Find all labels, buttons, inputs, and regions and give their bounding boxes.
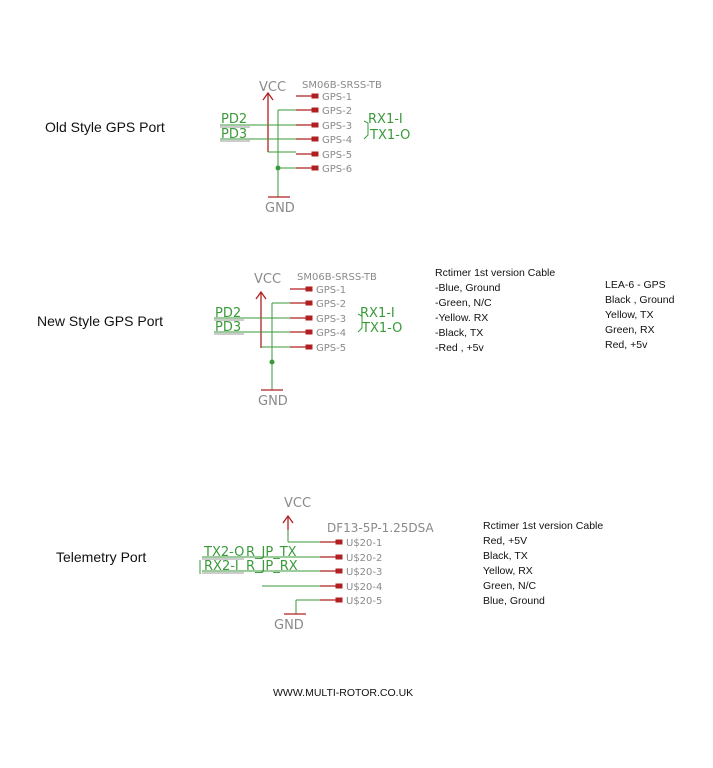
new-connector-name: SM06B-SRSS-TB: [297, 272, 377, 283]
old-pin-label: GPS-4: [322, 135, 353, 146]
telemetry-pin-labels: [346, 538, 382, 607]
telemetry-pin-stubs: [320, 540, 342, 602]
note-line: LEA-6 - GPS: [605, 279, 666, 291]
old-style-gps-section: [45, 80, 410, 216]
new-cable-notes: [435, 267, 555, 354]
old-section-title: Old Style GPS Port: [45, 119, 165, 135]
old-vcc-label: VCC: [259, 80, 287, 95]
note-line: -Green, N/C: [435, 297, 492, 309]
lea6-notes: [605, 279, 675, 351]
telemetry-pin-label: U$20-1: [346, 538, 383, 549]
telemetry-net-r-jp-tx: R_JP_TX: [246, 545, 297, 560]
old-pin-label: GPS-3: [322, 121, 353, 132]
old-pin-label: GPS-2: [322, 106, 353, 117]
new-pin-labels: [316, 285, 346, 354]
old-pin-stubs: [296, 94, 318, 170]
telemetry-cable-notes: [483, 520, 603, 607]
telemetry-net-r-jp-rx: R_JP_RX: [246, 559, 298, 574]
telemetry-net-tx2: TX2-O: [204, 545, 245, 560]
telemetry-net-rx2: RX2-I: [204, 559, 239, 574]
new-pin-label: GPS-2: [316, 299, 347, 310]
new-pin-label: GPS-5: [316, 343, 347, 354]
note-line: Red, +5V: [483, 535, 528, 547]
new-section-title: New Style GPS Port: [37, 313, 164, 329]
telemetry-gnd-label: GND: [274, 618, 304, 633]
note-line: Green, RX: [605, 324, 655, 336]
old-net-rx1: RX1-I: [368, 112, 403, 127]
telemetry-pin-label: U$20-3: [346, 567, 383, 578]
old-pin-label: GPS-6: [322, 164, 353, 175]
telemetry-connector-name: DF13-5P-1.25DSA: [327, 521, 434, 535]
telemetry-section-title: Telemetry Port: [56, 549, 147, 565]
note-line: Rctimer 1st version Cable: [483, 520, 604, 532]
new-pin-stubs: [290, 287, 312, 349]
new-net-rx1: RX1-I: [360, 306, 395, 321]
note-line: -Black, TX: [435, 327, 484, 339]
note-line: Blue, Ground: [483, 595, 545, 607]
old-net-pd3: PD3: [221, 127, 248, 142]
note-line: Red, +5v: [605, 339, 648, 351]
new-pin-label: GPS-4: [316, 328, 347, 339]
note-line: Yellow, TX: [605, 309, 654, 321]
old-net-tx1: TX1-O: [370, 128, 411, 143]
new-pin-label: GPS-3: [316, 314, 347, 325]
note-line: Green, N/C: [483, 580, 537, 592]
telemetry-vcc-label: VCC: [284, 496, 312, 511]
telemetry-section: [56, 496, 603, 633]
telemetry-pin-label: U$20-2: [346, 553, 383, 564]
note-line: -Yellow. RX: [435, 312, 489, 324]
new-style-gps-section: [37, 267, 675, 409]
old-net-pd2: PD2: [221, 112, 248, 127]
old-connector-name: SM06B-SRSS-TB: [302, 80, 382, 91]
note-line: -Blue, Ground: [435, 282, 501, 294]
new-vcc-label: VCC: [254, 272, 282, 287]
new-net-pd2: PD2: [215, 306, 242, 321]
telemetry-pin-label: U$20-4: [346, 582, 383, 593]
new-gnd-label: GND: [258, 394, 288, 409]
old-pin-label: GPS-1: [322, 92, 353, 103]
old-gnd-label: GND: [265, 201, 295, 216]
old-pin-labels: [322, 92, 352, 175]
footer-website: WWW.MULTI-ROTOR.CO.UK: [273, 687, 414, 699]
note-line: Rctimer 1st version Cable: [435, 267, 556, 279]
note-line: -Red , +5v: [435, 342, 484, 354]
old-pin-label: GPS-5: [322, 150, 353, 161]
new-pin-label: GPS-1: [316, 285, 347, 296]
note-line: Black , Ground: [605, 294, 675, 306]
note-line: Black, TX: [483, 550, 528, 562]
new-net-pd3: PD3: [215, 320, 242, 335]
new-net-tx1: TX1-O: [362, 321, 403, 336]
note-line: Yellow, RX: [483, 565, 533, 577]
telemetry-pin-label: U$20-5: [346, 596, 383, 607]
